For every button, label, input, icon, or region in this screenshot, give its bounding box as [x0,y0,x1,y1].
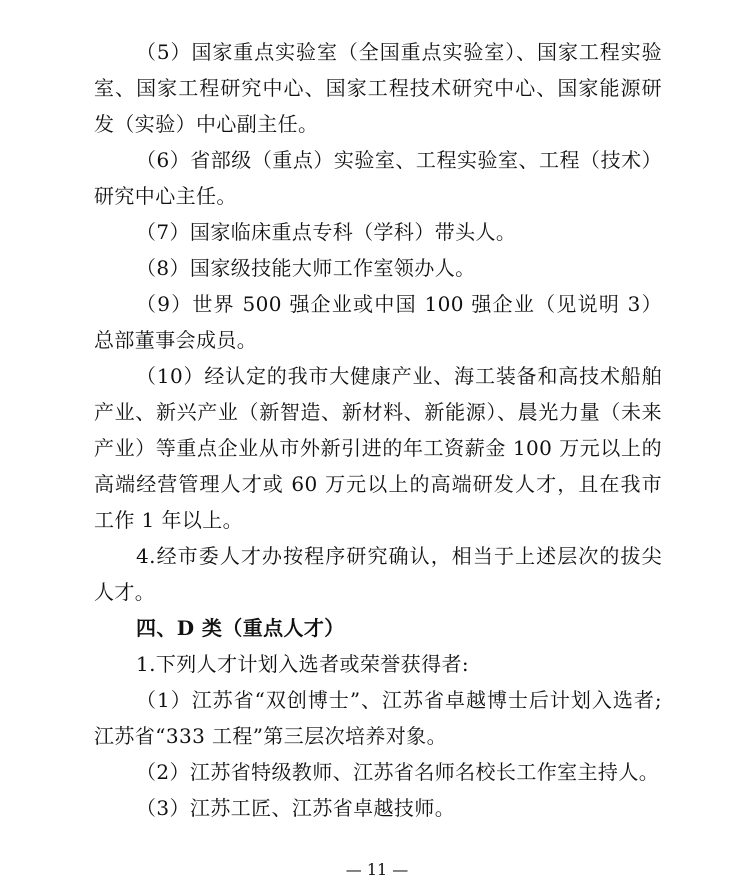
d-item-1-paragraph: （1）江苏省“双创博士”、江苏省卓越博士后计划入选者;江苏省“333 工程”第三层次培养对象。 [94,688,662,748]
item-10-paragraph: （10）经认定的我市大健康产业、海工装备和高技术船舶产业、新兴产业（新智造、新材料、新能源）、晨光力量（未来产业）等重点企业从市外新引进的年工资薪金 100 万元以上的高端经营管理人才或 60 万元以上的高端研发人才，且在我市工作 1 年以上。 [94,364,662,532]
section-heading-d: 四、D 类（重点人才） [136,616,345,640]
item-7-paragraph: （7）国家临床重点专科（学科）带头人。 [136,220,517,244]
item-5-paragraph: （5）国家重点实验室（全国重点实验室）、国家工程实验室、国家工程研究中心、国家工程技术研究中心、国家能源研发（实验）中心副主任。 [94,40,662,136]
d-item-2-paragraph: （2）江苏省特级教师、江苏省名师名校长工作室主持人。 [136,760,660,784]
item-6-paragraph: （6）省部级（重点）实验室、工程实验室、工程（技术）研究中心主任。 [94,148,662,208]
item-9-paragraph: （9）世界 500 强企业或中国 100 强企业（见说明 3）总部董事会成员。 [94,292,662,352]
list-intro-paragraph: 1.下列人才计划入选者或荣誉获得者: [136,652,470,676]
item-8-paragraph: （8）国家级技能大师工作室领办人。 [136,256,476,280]
page-number: — 11 — [345,860,409,879]
d-item-3-paragraph: （3）江苏工匠、江苏省卓越技师。 [136,796,456,820]
item-4-paragraph: 4.经市委人才办按程序研究确认，相当于上述层次的拔尖人才。 [94,544,662,604]
